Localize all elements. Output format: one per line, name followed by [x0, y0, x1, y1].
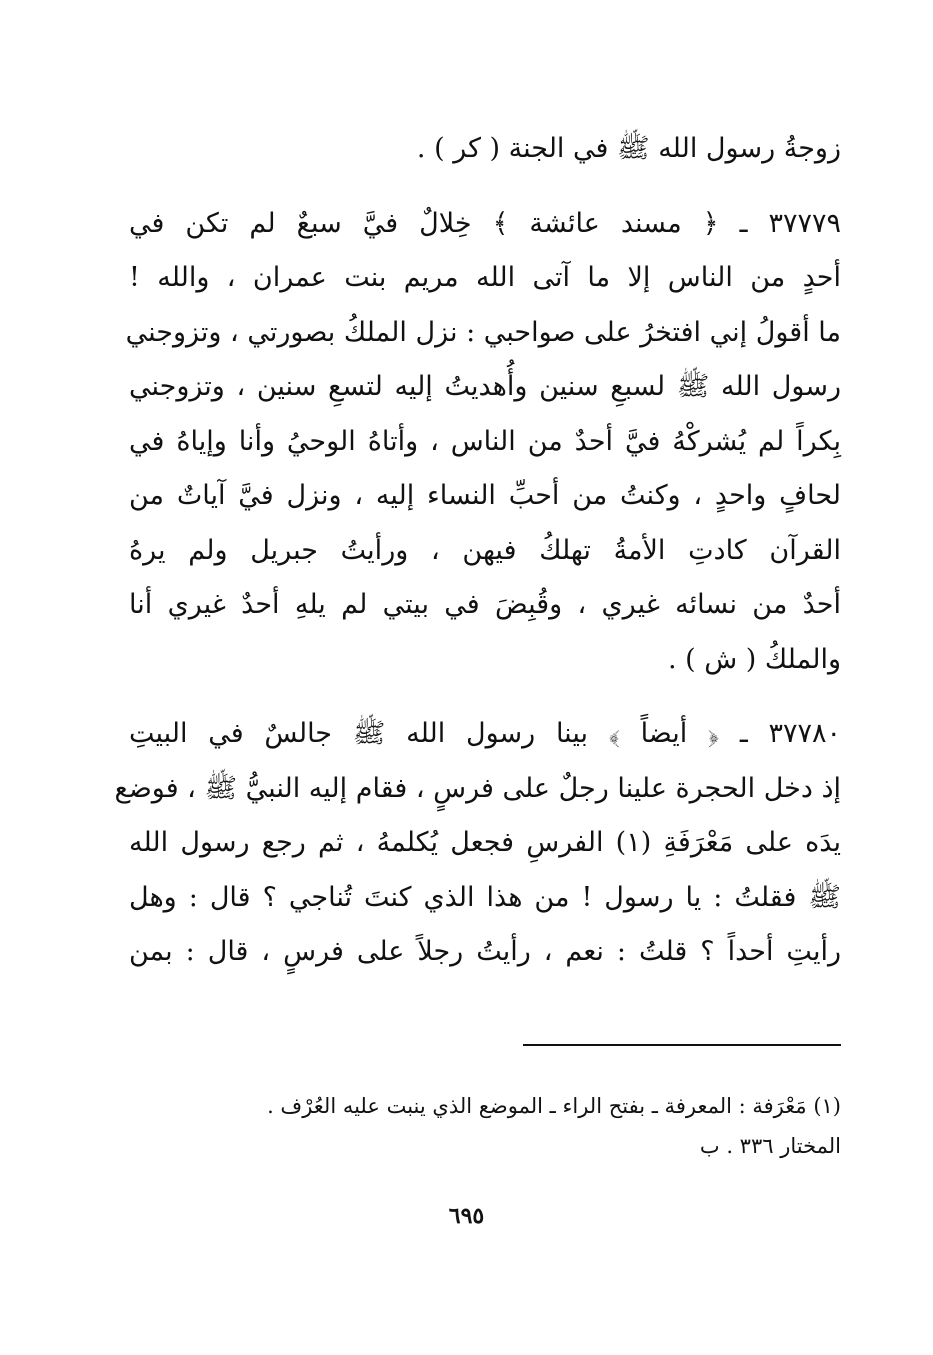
- text-line: والملكُ ( ش ) .: [667, 643, 841, 675]
- text-line: أحدٌ من نسائه غيري ، وقُبِضَ في بيتي لم يلهِ أحدٌ غيري أنا: [129, 589, 841, 620]
- hadith-37780-line: ٣٧٧٨٠ ـ ﴿ أيضاً ﴾ بينا رسول الله ﷺ جالسٌ في البيتِ: [129, 718, 841, 749]
- text-line: ما أقولُ إني افتخرُ على صواحبي : نزل الملكُ بصورتي ، وتزوجني: [125, 316, 841, 348]
- text-line: زوجةُ رسول الله ﷺ في الجنة ( كر ) .: [416, 133, 841, 164]
- main-text: [114, 122, 841, 980]
- footnote-line: المختار ٣٣٦ . ب: [699, 1134, 841, 1158]
- text-line: إذ دخل الحجرة علينا رجلٌ على فرسٍ ، فقام إليه النبيُّ ﷺ ، فوضع: [114, 772, 841, 804]
- paragraph-gap: [129, 687, 841, 707]
- footnotes: [129, 1086, 841, 1166]
- text-line: ﷺ فقلتُ : يا رسول ! من هذا الذي كنتَ تُناجي ؟ قال : وهل: [129, 881, 841, 913]
- text-line: لحافٍ واحدٍ ، وكنتُ من أحبِّ النساء إليه ، ونزل فيَّ آياتٌ من: [129, 480, 841, 511]
- text-line: أحدٍ من الناس إلا ما آتى الله مريم بنت عمران ، والله !: [129, 262, 841, 293]
- text-line: رسول الله ﷺ لسبعِ سنين وأُهديتُ إليه لتسعِ سنين ، وتزوجني: [129, 371, 841, 402]
- page-number: ٦٩٥: [448, 1203, 485, 1229]
- text-line: بِكراً لم يُشركْهُ فيَّ أحدٌ من الناس ، وأتاهُ الوحيُ وأنا وإياهُ في: [129, 425, 841, 457]
- hadith-37779-line: ٣٧٧٧٩ ـ ﴿ مسند عائشة ﴾ خِلالٌ فيَّ سبعٌ لم تكن في: [129, 207, 841, 239]
- footnote-line: (١) مَعْرَفة : المعرفة ـ بفتح الراء ـ الموضع الذي ينبت عليه العُرْف .: [267, 1094, 841, 1118]
- text-line: يدَه على مَعْرَفَةِ (١) الفرسِ فجعل يُكلمهُ ، ثم رجع رسول الله: [129, 827, 841, 858]
- footnote-divider: [523, 1044, 841, 1046]
- text-line: رأيتِ أحداً ؟ قلتُ : نعم ، رأيتُ رجلاً على فرسٍ ، قال : بمن: [129, 936, 841, 967]
- paragraph-gap: [129, 177, 841, 197]
- text-line: القرآن كادتِ الأمةُ تهلكُ فيهن ، ورأيتُ جبريل ولم يرهُ: [129, 534, 841, 566]
